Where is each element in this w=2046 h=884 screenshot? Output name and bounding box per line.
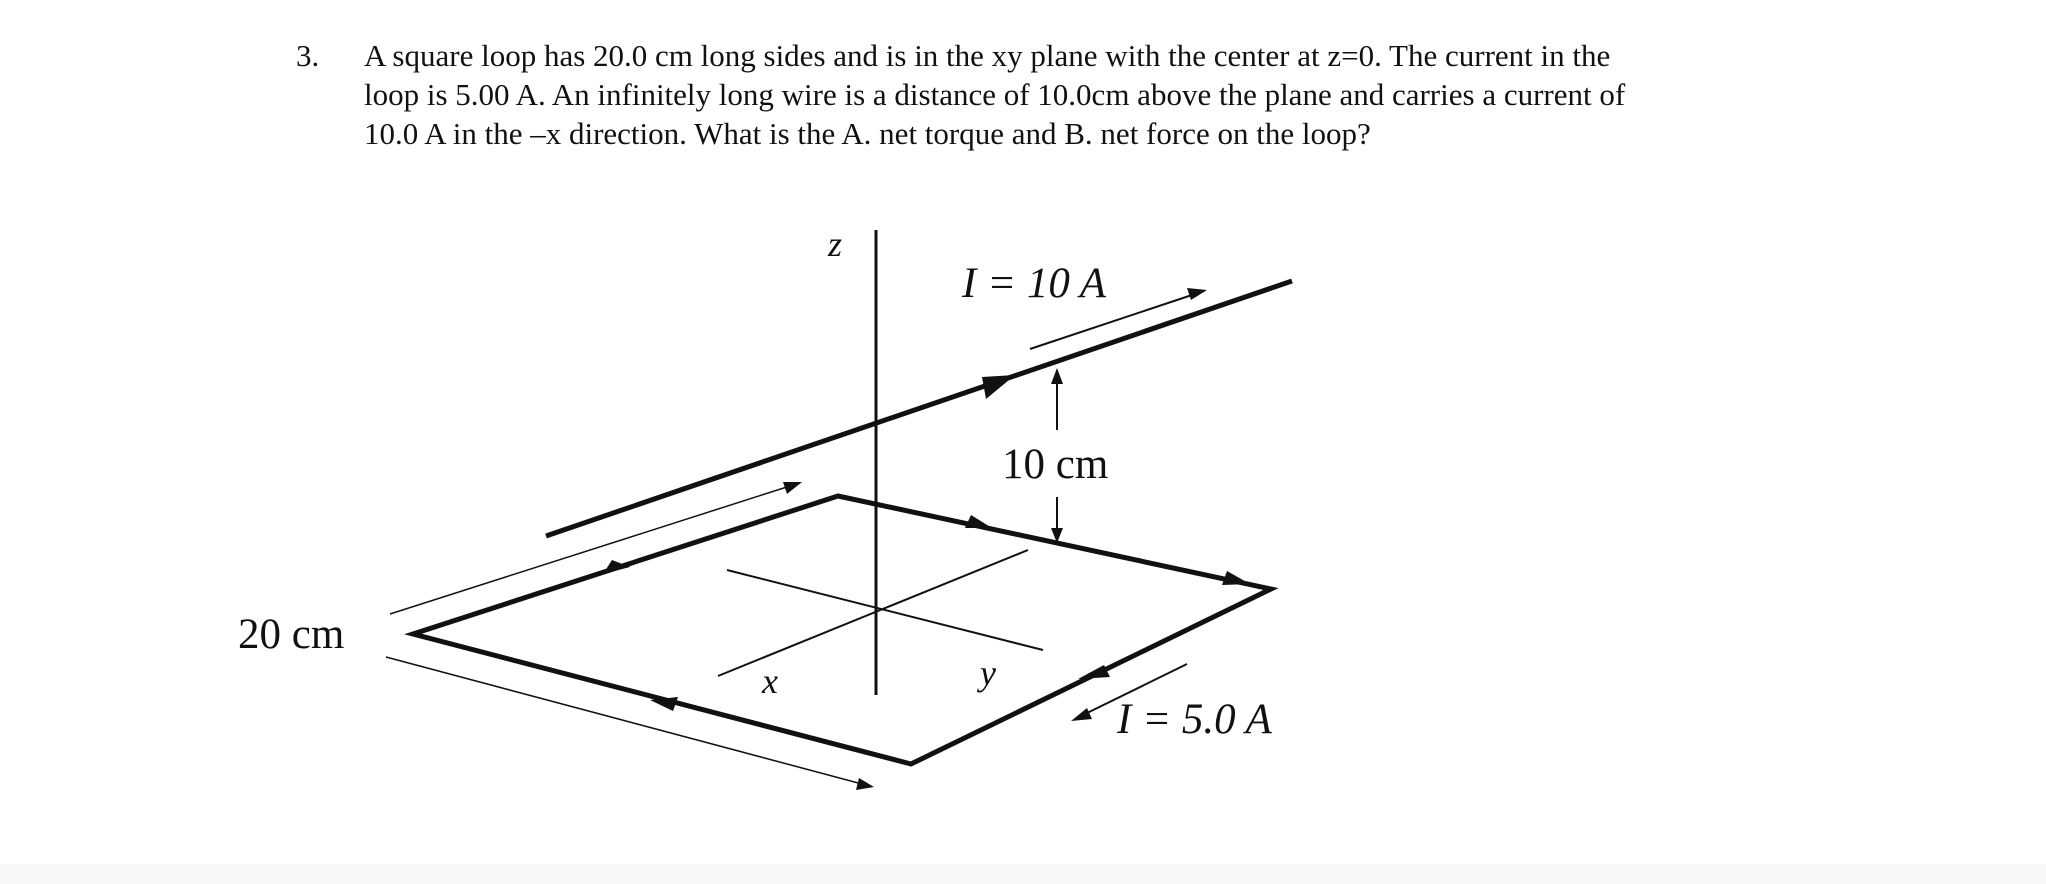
distance-label: 10 cm: [1002, 441, 1109, 488]
side-dimension-upper-head: [783, 482, 802, 494]
wire-current-indicator-head: [1187, 288, 1207, 300]
side-dimension-lower: [386, 657, 862, 784]
distance-arrow-upper-head: [1051, 368, 1063, 384]
loop-current-indicator-head: [1071, 708, 1092, 721]
problem-text: A square loop has 20.0 cm long sides and is in the xy plane with the center at z=0. The current in the loop is 5.00 A. An infinitely long wire is a distance of 10.0cm above the plane and carries a current of 10.0 A in the –x direction. What is the A. net torque and B. net force on the loop?: [364, 38, 1626, 151]
y-axis-label: y: [980, 653, 996, 693]
z-axis-label: z: [828, 224, 843, 264]
y-axis: [727, 570, 1043, 650]
page-bottom-strip: [0, 864, 2046, 884]
loop-current-label: I = 5.0 A: [1117, 696, 1272, 743]
loop-side-label: 20 cm: [238, 611, 345, 658]
loop-current-arrow-3: [1222, 571, 1250, 585]
wire-current-label: I = 10 A: [962, 260, 1107, 307]
long-wire: [546, 281, 1292, 536]
loop-current-arrow-1: [603, 560, 630, 574]
side-dimension-lower-head: [856, 778, 874, 790]
problem-number: 3.: [296, 38, 320, 73]
x-axis-label: x: [762, 661, 778, 701]
side-dimension-upper: [390, 486, 790, 614]
wire-current-arrow: [982, 375, 1015, 399]
loop-current-arrow-2: [965, 515, 992, 528]
